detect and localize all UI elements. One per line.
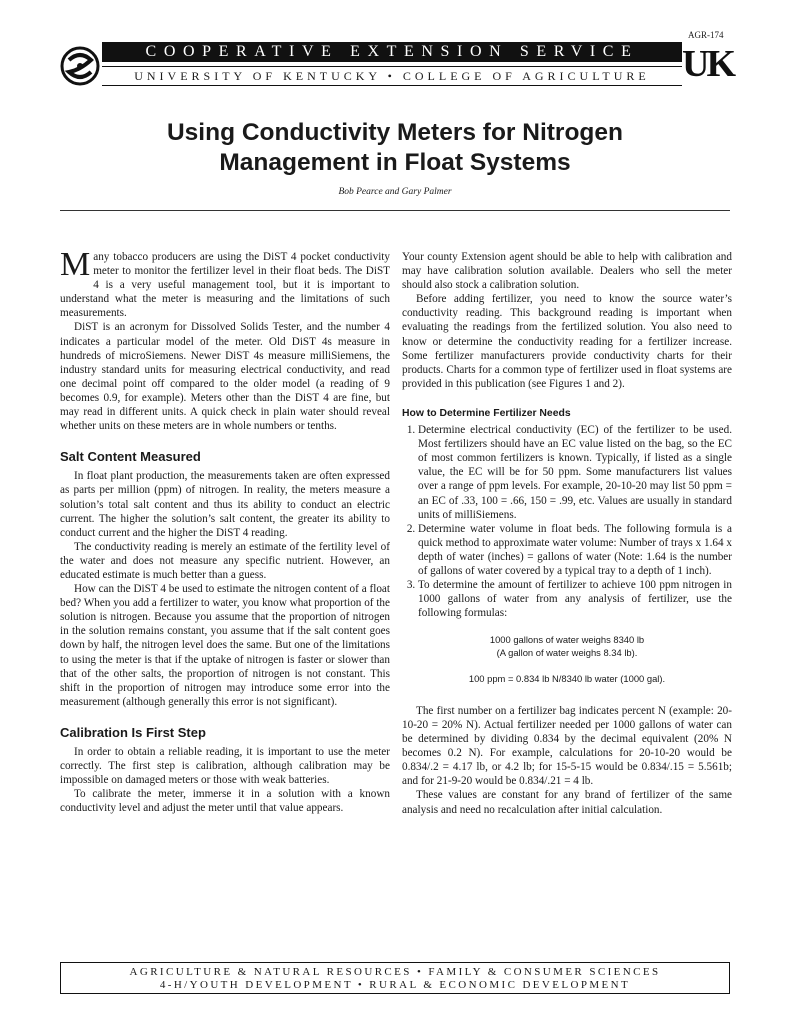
formula-block <box>402 634 732 659</box>
authors: Bob Pearce and Gary Palmer <box>338 187 452 197</box>
service-banner: COOPERATIVE EXTENSION SERVICE <box>102 42 682 62</box>
document-title <box>60 118 730 178</box>
drop-cap: M <box>60 246 91 283</box>
list-item: 3. To determine the amount of fertilizer to achieve 100 ppm nitrogen in 1000 gallons of water from any analysis of fertilizer, use the following formulas: <box>418 578 732 620</box>
formula-line: (A gallon of water weighs 8.34 lb). <box>496 646 638 658</box>
paragraph: Before adding fertilizer, you need to know the source water’s conductivity reading. This background reading is important when evaluating the readings from the fertilized solution. You also need to know or determine the conductivity reading for a fertilizer increase. Some fertilizer manufacturers provide conductivity charts for their products. Charts for a common type of fertilizer used in float systems are provided in this publication (see Figures 1 and 2). <box>402 293 732 390</box>
footer-program-areas <box>60 962 730 994</box>
footer-line: AGRICULTURE & NATURAL RESOURCES • FAMILY & CONSUMER SCIENCES <box>129 966 661 978</box>
extension-logo-icon <box>60 46 100 86</box>
right-column <box>402 250 732 817</box>
formula-line: 1000 gallons of water weighs 8340 lb <box>489 634 645 646</box>
paragraph: DiST is an acronym for Dissolved Solids Tester, and the number 4 indicates a particular model of the meter. Old DiST 4s measure in hundreds of microSiemens. Newer DiST 4s measure milliSiemens, the industry standard units for measuring electrical conductivity, and read one decimal point off compared to the older model (a reading of 9 becomes 0.9, for example). Meters other than the DiST 4 are fine, but may read in different units. A quick check in plain water should reveal whether units on these meters are in whole numbers or tenths. <box>60 321 390 433</box>
title-divider <box>60 210 730 211</box>
paragraph: These values are constant for any brand of fertilizer of the same analysis and need no recalculation after initial calculation. <box>402 789 732 816</box>
left-column <box>60 246 390 815</box>
section-heading: Calibration Is First Step <box>60 724 206 740</box>
university-banner: UNIVERSITY OF KENTUCKY • COLLEGE OF AGRICULTURE <box>102 66 682 86</box>
formula-line: 100 ppm = 0.834 lb N/8340 lb water (1000 gal). <box>468 673 666 685</box>
title-line: Management in Float Systems <box>219 149 571 176</box>
subsection-heading: How to Determine Fertilizer Needs <box>402 407 571 419</box>
paragraph: In order to obtain a reliable reading, it is important to use the meter correctly. The first step is calibration, although calibration may be impossible on damaged meters or those with weak batteries. <box>60 746 390 787</box>
paragraph: In float plant production, the measurements taken are often expressed as parts per million (ppm) of nitrogen. In reality, the meters measure a solution’s total salt content and thus its ability to conduct an electric current. The higher the solution’s salt content, the greater its ability to conduct current and the higher the DiST 4 reading. <box>60 470 390 539</box>
uk-logo: UK <box>682 43 733 85</box>
paragraph: Your county Extension agent should be able to help with calibration and may have calibration solution available. Dealers who sell the meter should also stock a calibration solution. <box>402 251 732 292</box>
intro-text: any tobacco producers are using the DiST 4 pocket conductivity meter to monitor the fertilizer level in their float beds. The DiST 4 is a very useful management tool, but it is important to understand what the meter is measuring and the limitations of such measurements. <box>60 251 390 320</box>
paragraph: The conductivity reading is merely an estimate of the fertility level of the water and does not measure any specific nutrient. However, an educated estimate is much better than a guess. <box>60 540 390 581</box>
publication-code: AGR-174 <box>688 30 724 40</box>
list-item: 2. Determine water volume in float beds. The following formula is a quick method to approximate water volume: Number of trays x 1.64 x depth of water (inches) = gallons of water (Note: 1.64 is the number of gallons of water covered by a typical tray to a depth of 1 inch). <box>418 522 732 578</box>
title-line: Using Conductivity Meters for Nitrogen <box>166 119 623 146</box>
footer-line: 4-H/YOUTH DEVELOPMENT • RURAL & ECONOMIC DEVELOPMENT <box>159 979 631 991</box>
list-item: 1. Determine electrical conductivity (EC) of the fertilizer to be used. Most fertilizers should have an EC value listed on the bag, so the EC of most common fertilizers is known. Typically, if listed as a single value, the EC will be for 50 ppm. Some manufacturers list values over a range of ppm levels. For example, 20-10-20 may list 50 ppm = an EC of .33, 100 = .66, 150 = .99, etc. Values are usually in standard units of milliSiemens. <box>418 423 732 522</box>
steps-list <box>402 423 732 620</box>
intro-paragraph <box>60 246 390 320</box>
paragraph: The first number on a fertilizer bag indicates percent N (example: 20-10-20 = 20% N). Actual fertilizer needed per 1000 gallons of water can be determined by dividing 0.834 by the decimal equivalent (20% N becomes 0.2 N). For example, calculations for 20-10-20 would be 0.834/.2 = 4.17 lb, or 4.2 lb; for 15-5-15 would be 0.834/.15 = 5.561b; and for 21-9-20 would be 0.834/.21 = 4 lb. <box>402 704 732 788</box>
section-heading: Salt Content Measured <box>60 449 201 465</box>
paragraph: To calibrate the meter, immerse it in a solution with a known conductivity level and adjust the meter until that value appears. <box>60 788 390 815</box>
paragraph: How can the DiST 4 be used to estimate the nitrogen content of a float bed? When you add a fertilizer to water, you know what proportion of the solution is nitrogen. Because you assume that the proportion of nitrogen in the solution remains constant, you assume that if the salt content goes down by half, the nitrogen level does the same. But one of the limitations to using the meter is that if the uptake of nitrogen is faster or slower than that of the other salts, the proportion of nitrogen is not constant. This shift in the proportion of nitrogen may introduce some error into the measurement (although generally this error is not significant). <box>60 583 390 708</box>
masthead <box>60 42 733 90</box>
